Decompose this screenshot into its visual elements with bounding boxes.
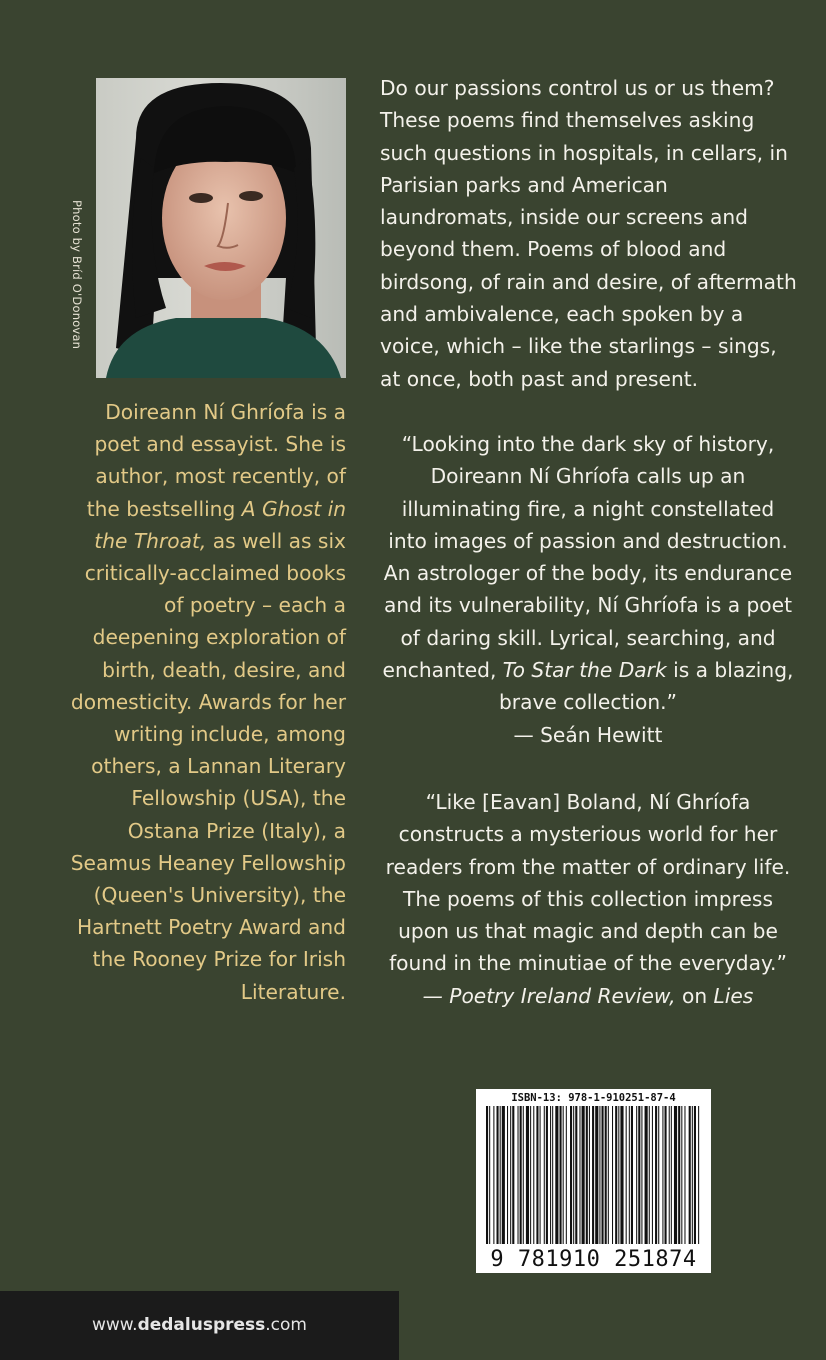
barcode-bar (536, 1106, 538, 1244)
barcode-bar (602, 1106, 604, 1244)
barcode-bar (546, 1106, 548, 1244)
barcode-bar (526, 1106, 529, 1244)
barcode-bar (645, 1106, 648, 1244)
barcode-bar (649, 1106, 650, 1244)
barcode-bar (620, 1106, 623, 1244)
bio-text-2: as well as six critically-acclaimed books of poetry – each a deepening exploration of birth, death, desire, and domesticity. Awards for her writing include, among others, a Lannan Literary Fellowship (USA), the Ostana Prize (Italy), a Seamus Heaney Fellowship (Queen's University), the Hartnett Poetry Award and the Rooney Prize for Irish Literature. (70, 528, 346, 1004)
quote1-text-1: “Looking into the dark sky of history, Doireann Ní Ghríofa calls up an illuminating fire, a night constellated into images of passion and destruction. An astrologer of the body, its endurance and its vulnerability, Ní Ghríofa is a poet of daring skill. Lyrical, searching, and enchanted, (382, 432, 793, 683)
quote2-source: — Poetry Ireland Review, (422, 983, 676, 1008)
quote1-text-2: is a blazing, brave collection.” (498, 658, 794, 715)
url-prefix: www. (92, 1315, 138, 1335)
barcode-bar (595, 1106, 598, 1244)
barcode-bar (618, 1106, 619, 1244)
barcode-bar (563, 1106, 564, 1244)
barcode-bar (507, 1106, 508, 1244)
book-blurb: Do our passions control us or us them? These poems find themselves asking such questions in hospitals, in cellars, in Parisian parks and American laundromats, inside our screens and beyond them. Poems of blood and birdsong, of rain and desire, of aftermath and ambivalence, each spoken by a voice, which – like the starlings – sings, at once, both past and present. (380, 76, 797, 391)
barcode-bar (689, 1106, 691, 1244)
barcode-bar (684, 1106, 685, 1244)
publisher-footer (0, 1291, 399, 1360)
barcode-bar (652, 1106, 653, 1244)
barcode-bar (615, 1106, 617, 1244)
barcode-bar (500, 1106, 501, 1244)
barcode-bar (575, 1106, 577, 1244)
publisher-url[interactable] (0, 1315, 399, 1335)
quote2-title: Lies (713, 983, 754, 1008)
author-photo (96, 78, 346, 378)
review-quote-hewitt (380, 428, 796, 751)
barcode-bar (631, 1106, 633, 1244)
barcode-bar (582, 1106, 585, 1244)
bio-book-title: A Ghost in the Throat, (94, 496, 346, 553)
barcode-bar (681, 1106, 682, 1244)
barcode-bar (671, 1106, 672, 1244)
barcode-bar (497, 1106, 499, 1244)
barcode-bar (550, 1106, 551, 1244)
barcode-bar (658, 1106, 659, 1244)
barcode-bar (655, 1106, 657, 1244)
quote2-text: “Like [Eavan] Boland, Ní Ghríofa constructs a mysterious world for her readers from the matter of ordinary life. The poems of this collection impress upon us that magic and depth can be found in the minutiae of the everyday.” (385, 790, 791, 976)
barcode-bar (566, 1106, 567, 1244)
photo-credit: Photo by Bríd O'Donovan (70, 200, 84, 350)
barcode-bar (674, 1106, 677, 1244)
barcode-bar (552, 1106, 553, 1244)
isbn-digits: 9 781910 251874 (476, 1247, 711, 1273)
barcode-bar (544, 1106, 545, 1244)
barcode-bar (636, 1106, 637, 1244)
barcode-bar (530, 1106, 531, 1244)
barcode-bar (570, 1106, 572, 1244)
barcode-bar (520, 1106, 522, 1244)
isbn-barcode (476, 1089, 711, 1273)
quote1-attribution: — Seán Hewitt (513, 722, 663, 747)
barcode-bar (586, 1106, 588, 1244)
url-suffix: .com (265, 1315, 307, 1335)
barcode-bar (692, 1106, 693, 1244)
barcode-bar (510, 1106, 511, 1244)
barcode-bar (608, 1106, 609, 1244)
barcode-bars (486, 1106, 701, 1244)
barcode-bar (629, 1106, 630, 1244)
barcode-bar (698, 1106, 699, 1244)
barcode-bar (589, 1106, 590, 1244)
barcode-bar (605, 1106, 607, 1244)
barcode-bar (573, 1106, 574, 1244)
barcode-bar (626, 1106, 627, 1244)
barcode-bar (579, 1106, 580, 1244)
barcode-bar (533, 1106, 534, 1244)
quote2-attribution (380, 980, 796, 1012)
barcode-bar (592, 1106, 594, 1244)
url-domain: dedaluspress (137, 1315, 266, 1335)
barcode-bar (489, 1106, 490, 1244)
barcode-bar (665, 1106, 667, 1244)
barcode-bar (523, 1106, 524, 1244)
bio-text-1: Doireann Ní Ghríofa is a poet and essayist. She is author, most recently, of the bestselling (86, 400, 346, 521)
barcode-bar (486, 1106, 488, 1244)
barcode-bar (560, 1106, 562, 1244)
review-quote-poetry-ireland (380, 786, 796, 1012)
barcode-bar (669, 1106, 670, 1244)
barcode-bar (599, 1106, 600, 1244)
barcode-bar (502, 1106, 505, 1244)
isbn-label: ISBN-13: 978-1-910251-87-4 (511, 1092, 676, 1104)
barcode-bar (512, 1106, 514, 1244)
author-bio (70, 396, 346, 1008)
barcode-bar (493, 1106, 494, 1244)
barcode-bar (678, 1106, 680, 1244)
barcode-bar (555, 1106, 558, 1244)
barcode-bar (612, 1106, 613, 1244)
quote1-book-title: To Star the Dark (502, 658, 667, 683)
barcode-bar (641, 1106, 642, 1244)
quote2-on: on (675, 983, 714, 1008)
barcode-bar (694, 1106, 696, 1244)
barcode-bar (662, 1106, 663, 1244)
barcode-bar (540, 1106, 541, 1244)
barcode-bar (518, 1106, 519, 1244)
barcode-bar (638, 1106, 640, 1244)
